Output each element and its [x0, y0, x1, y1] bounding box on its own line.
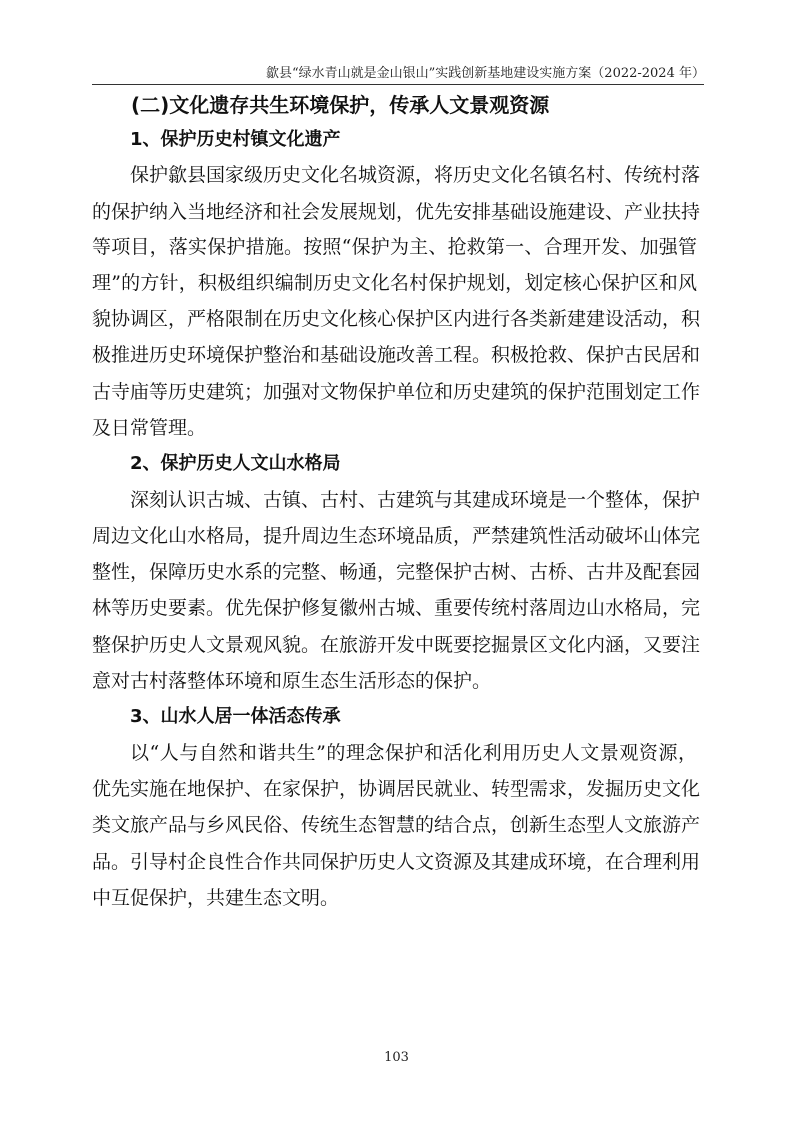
- paragraph-line: 林等历史要素。优先保护修复徽州古城、重要传统村落周边山水格局，完: [92, 597, 701, 619]
- paragraph-line: 保护歙县国家级历史文化名城资源，将历史文化名镇名村、传统村落: [130, 164, 701, 186]
- paragraph-line: 类文旅产品与乡风民俗、传统生态智慧的结合点，创新生态型人文旅游产: [92, 814, 701, 836]
- paragraph-line: 的保护纳入当地经济和社会发展规划，优先安排基础设施建设、产业扶持: [92, 201, 701, 223]
- section-heading: (二)文化遗存共生环境保护，传承人文景观资源: [131, 93, 550, 117]
- paragraph-line: 意对古村落整体环境和原生态生活形态的保护。: [92, 670, 492, 692]
- subsection-heading: 3、山水人居一体活态传承: [130, 706, 341, 727]
- subsection-heading: 1、保护历史村镇文化遗产: [130, 129, 341, 150]
- page-number: 103: [384, 1050, 409, 1065]
- paragraph-line: 整性，保障历史水系的完整、畅通，完整保护古树、古桥、古井及配套园: [92, 561, 701, 583]
- running-header: 歙县“绿水青山就是金山银山”实践创新基地建设实施方案（2022-2024 年）: [266, 66, 705, 81]
- header-rule: [92, 84, 704, 85]
- paragraph-line: 中互促保护，共建生态文明。: [92, 887, 340, 909]
- paragraph-line: 以“人与自然和谐共生”的理念保护和活化利用历史人文景观资源，: [130, 742, 697, 764]
- paragraph-line: 古寺庙等历史建筑；加强对文物保护单位和历史建筑的保护范围划定工作: [92, 381, 701, 403]
- paragraph-line: 深刻认识古城、古镇、古村、古建筑与其建成环境是一个整体，保护: [130, 489, 701, 511]
- paragraph-line: 周边文化山水格局，提升周边生态环境品质，严禁建筑性活动破坏山体完: [92, 525, 701, 547]
- subsection-heading: 2、保护历史人文山水格局: [130, 453, 341, 474]
- paragraph-line: 等项目，落实保护措施。按照“保护为主、抢救第一、合理开发、加强管: [92, 236, 697, 258]
- paragraph-line: 极推进历史环境保护整治和基础设施改善工程。积极抢救、保护古民居和: [92, 344, 701, 366]
- paragraph-line: 整保护历史人文景观风貌。在旅游开发中既要挖掘景区文化内涵，又要注: [92, 634, 701, 656]
- paragraph-line: 及日常管理。: [92, 417, 207, 439]
- paragraph-line: 优先实施在地保护、在家保护，协调居民就业、转型需求，发掘历史文化: [92, 778, 701, 800]
- paragraph-line: 理”的方针，积极组织编制历史文化名村保护规划，划定核心保护区和风: [92, 272, 697, 294]
- paragraph-line: 品。引导村企良性合作共同保护历史人文资源及其建成环境，在合理利用: [92, 851, 701, 873]
- paragraph-line: 貌协调区，严格限制在历史文化核心保护区内进行各类新建建设活动，积: [92, 308, 701, 330]
